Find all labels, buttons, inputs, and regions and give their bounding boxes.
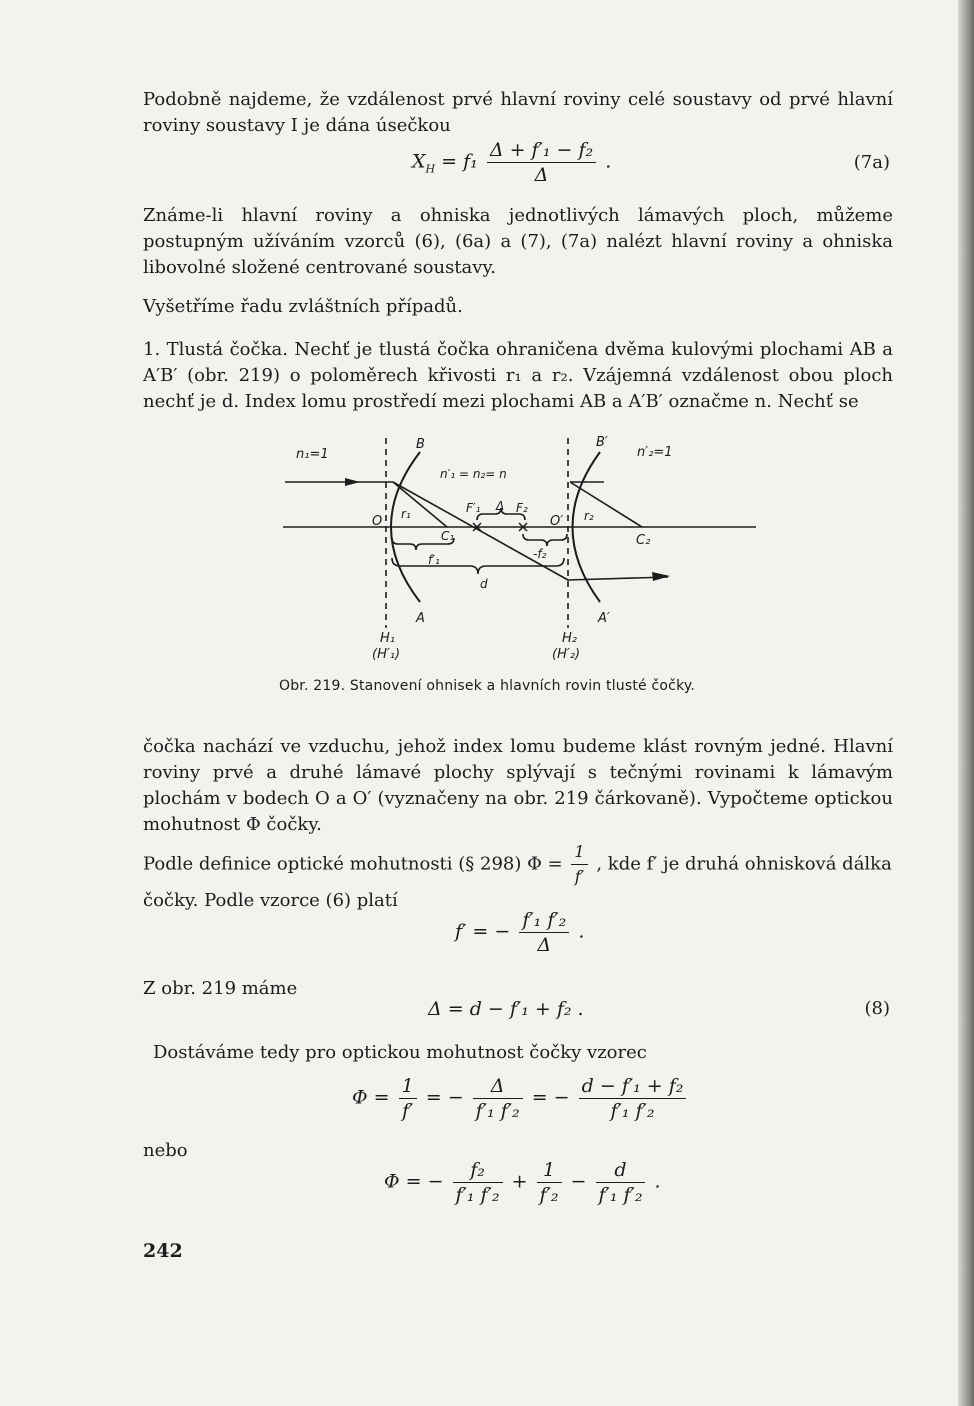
label-b: B bbox=[416, 437, 425, 452]
label-o: O bbox=[372, 514, 383, 529]
label-n1: n₁=1 bbox=[296, 447, 329, 462]
label-n2p: n′₂=1 bbox=[637, 445, 673, 460]
paragraph-2: Známe-li hlavní roviny a ohniska jednotlivých lámavých ploch, můžeme postupným užíváním vzorců (6), (6a) a (7), (7a) nalézt hlavní roviny a ohniska libovolné složené centrované soustavy. bbox=[143, 205, 893, 278]
page-edge-shadow bbox=[958, 0, 974, 1406]
equation-8-label: (8) bbox=[864, 998, 890, 1019]
equation-7a: $X_H = f_1$ $\frac{\text{Δ + f′₁ − f₂}}{\Delta}$ . bbox=[412, 139, 612, 186]
paragraph-10: nebo bbox=[143, 1140, 188, 1161]
paragraph-4: 1. Tlustá čočka. Nechť je tlustá čočka ohraničena dvěma kulovými plochami AB a A′B′ (obr. 219) o poloměrech křivosti r₁ a r₂. Vzájemná vzdálenost obou ploch nechť je d. Index lomu prostředí mezi plochami AB a A′B′ označme n. Nechť se bbox=[143, 339, 893, 412]
label-c2: C₂ bbox=[636, 533, 651, 548]
label-f1p-brace: f′₁ bbox=[428, 553, 440, 567]
label-bp: B′ bbox=[596, 435, 608, 450]
label-f2: F₂ bbox=[516, 501, 528, 515]
equation-f-prime: f′ = − $\frac{\text{f′₁ f′₂}}{\Delta}$ . bbox=[455, 909, 585, 956]
paragraph-8: Z obr. 219 máme bbox=[143, 978, 298, 999]
equation-7a-label: (7a) bbox=[853, 152, 890, 173]
arrow-emergent bbox=[652, 572, 670, 581]
label-f1p: F′₁ bbox=[466, 501, 481, 515]
page-number: 242 bbox=[143, 1240, 183, 1262]
paragraph-7: čočky. Podle vzorce (6) platí bbox=[143, 890, 398, 911]
brace-f2 bbox=[523, 534, 567, 546]
label-op: O′ bbox=[550, 514, 564, 529]
label-h1p: (H′₁) bbox=[372, 647, 401, 662]
figure-caption: Obr. 219. Stanovení ohnisek a hlavních rovin tlusté čočky. bbox=[278, 678, 696, 694]
equation-8: Δ = d − f′₁ + f₂ . bbox=[428, 998, 584, 1020]
label-h2: H₂ bbox=[562, 631, 577, 646]
label-r1: r₁ bbox=[401, 507, 411, 521]
label-delta: Δ bbox=[496, 499, 505, 513]
label-c1: C₁ bbox=[441, 529, 455, 543]
label-h2p: (H′₂) bbox=[552, 647, 581, 662]
label-mf2: -f₂ bbox=[533, 547, 547, 561]
equation-phi-2: Φ = − $\frac{\text{f₂}}{\text{f′₁ f′₂}}$ + $\frac{1}{\text{f′₂}}$ − $\frac{d}{\text{f′₁ f′₂}}$ . bbox=[384, 1159, 661, 1206]
label-d: d bbox=[480, 577, 488, 591]
label-a: A bbox=[416, 611, 425, 626]
radius-r2 bbox=[570, 482, 642, 527]
label-nmid: n′₁ = n₂= n bbox=[440, 467, 507, 481]
equation-phi-1: Φ = $\frac{1}{f'}$ = − $\frac{\Delta}{\text{f′₁ f′₂}}$ = − $\frac{\text{d − f′₁ + f₂}}{\text{f′₁ f′₂}}$ bbox=[352, 1074, 689, 1123]
paragraph-9: Dostáváme tedy pro optickou mohutnost čočky vzorec bbox=[153, 1042, 647, 1063]
label-r2: r₂ bbox=[584, 509, 594, 523]
label-ap: A′ bbox=[598, 611, 610, 626]
arrow-incident bbox=[345, 478, 360, 486]
label-h1: H₁ bbox=[380, 631, 395, 646]
paragraph-5: čočka nachází ve vzduchu, jehož index lomu budeme klást rovným jedné. Hlavní roviny prvé a druhé lámavé plochy splývají s tečnými rovinami k lámavým plochám v bodech O a O′ (vyznačeny na obr. 219 čárkovaně). Vypočteme optickou mohutnost Φ čočky. bbox=[143, 736, 893, 835]
paragraph-6: Podle definice optické mohutnosti (§ 298) Φ = $\frac{1}{f'}$ , kde f′ je druhá ohnisková dálka bbox=[143, 842, 892, 886]
paragraph-1: Podobně najdeme, že vzdálenost prvé hlavní roviny celé soustavy od prvé hlavní roviny soustavy I je dána úsečkou bbox=[143, 89, 893, 136]
figure-219 bbox=[0, 430, 974, 670]
paragraph-3: Vyšetříme řadu zvláštních případů. bbox=[143, 296, 463, 317]
